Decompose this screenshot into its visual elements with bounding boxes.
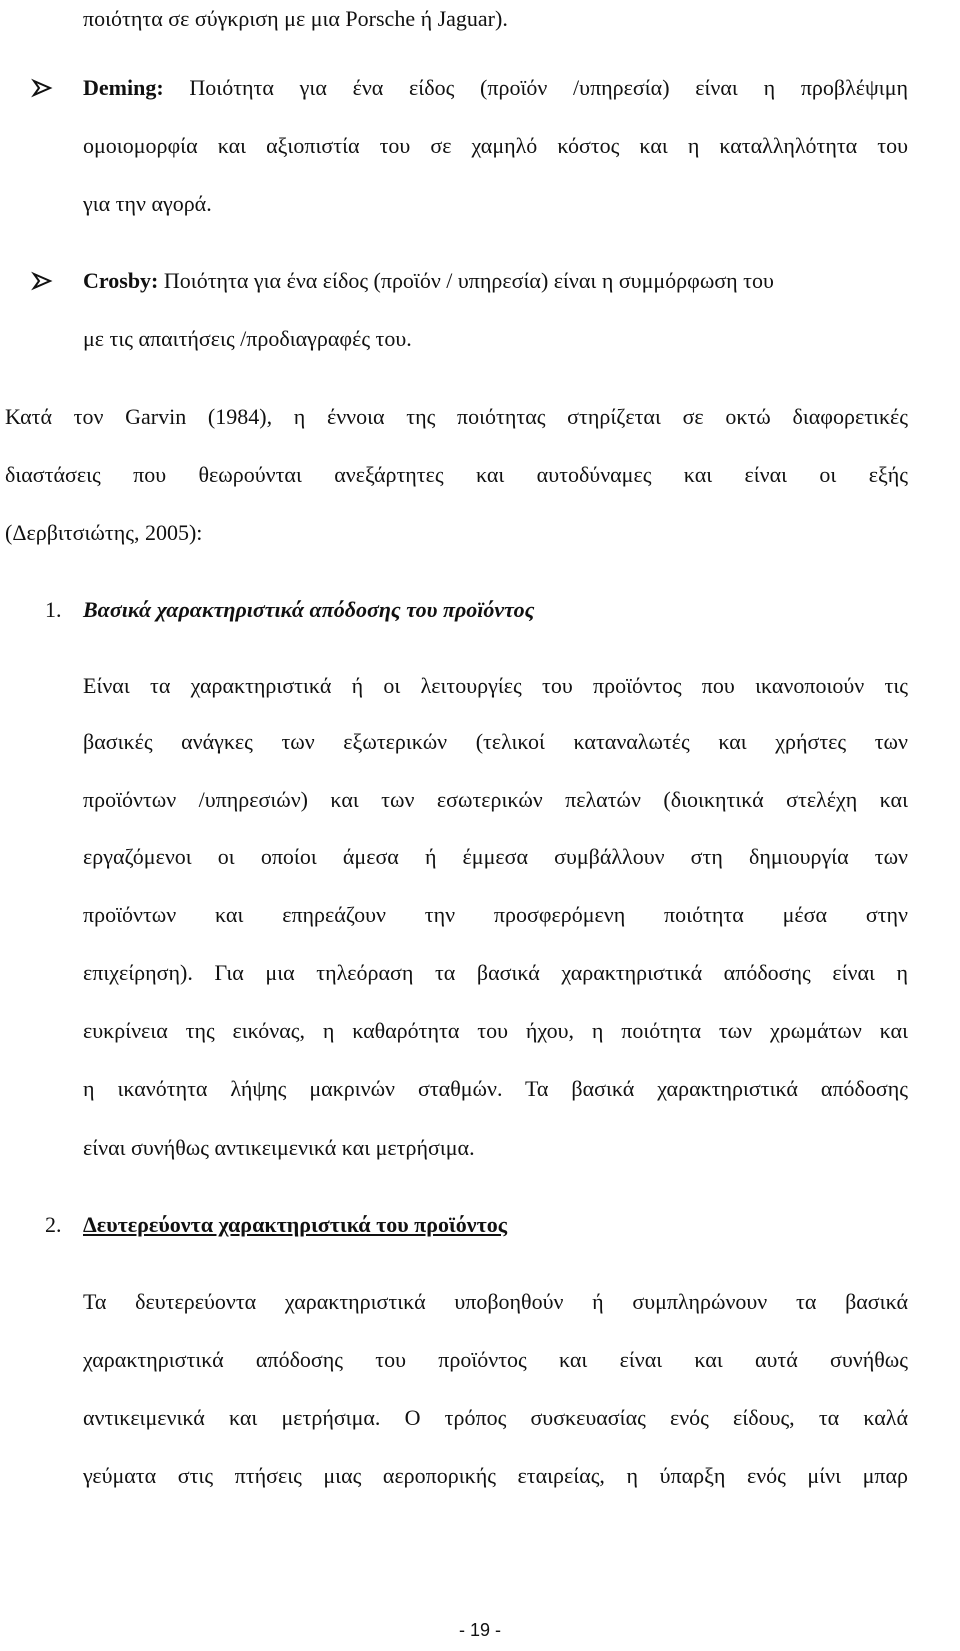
arrowhead-bullet-icon [31,266,55,296]
text-line: ευκρίνεια της εικόνας, η καθαρότητα του ήχου, η ποιότητα των χρωμάτων και [83,1018,908,1043]
text-span: Ποιότητα για ένα είδος (προϊόν / υπηρεσία) είναι η συμμόρφωση του [158,268,774,293]
section-heading: Δευτερεύοντα χαρακτηριστικά του προϊόντος [83,1212,508,1237]
text-line: ποιότητα σε σύγκριση με μια Porsche ή Jaguar). [83,6,508,31]
text-line: χαρακτηριστικά απόδοσης του προϊόντος και είναι και αυτά συνήθως [83,1347,908,1372]
deming-name: Deming: [83,75,164,100]
text-line: είναι συνήθως αντικειμενικά και μετρήσιμα. [83,1135,475,1160]
text-line: ομοιομορφία και αξιοπιστία του σε χαμηλό κόστος και η καταλληλότητα του [83,133,908,158]
text-line: βασικές ανάγκες των εξωτερικών (τελικοί καταναλωτές και χρήστες των [83,729,908,754]
heading-number: 1. [45,597,62,622]
text-line: αντικειμενικά και μετρήσιμα. Ο τρόπος συσκευασίας ενός είδους, τα καλά [83,1405,908,1430]
section-heading: Βασικά χαρακτηριστικά απόδοσης του προϊόντος [83,597,535,622]
text-line: (Δερβιτσιώτης, 2005): [5,520,203,545]
text-line: Κατά τον Garvin (1984), η έννοια της ποιότητας στηρίζεται σε οκτώ διαφορετικές [5,404,908,429]
text-line: προϊόντων και επηρεάζουν την προσφερόμενη ποιότητα μέσα στην [83,902,908,927]
text-line: επιχείρηση). Για μια τηλεόραση τα βασικά χαρακτηριστικά απόδοσης είναι η [83,960,908,985]
text-span: Ποιότητα για ένα είδος (προϊόν /υπηρεσία) είναι η προβλέψιμη [163,75,908,100]
text-line: Τα δευτερεύοντα χαρακτηριστικά υποβοηθούν ή συμπληρώνουν τα βασικά [83,1289,908,1314]
text-line: εργαζόμενοι οι οποίοι άμεσα ή έμμεσα συμβάλλουν στη δημιουργία των [83,844,908,869]
page-number: - 19 - [458,1620,501,1640]
crosby-name: Crosby: [83,268,159,293]
text-line: διαστάσεις που θεωρούνται ανεξάρτητες και αυτοδύναμες και είναι οι εξής [5,462,908,487]
arrowhead-bullet-icon [31,73,55,103]
text-line: γεύματα στις πτήσεις μιας αεροπορικής εταιρείας, η ύπαρξη ενός μίνι μπαρ [83,1463,908,1488]
crosby-line-1 [83,266,774,296]
text-line: με τις απαιτήσεις /προδιαγραφές του. [83,326,412,351]
text-line: για την αγορά. [83,191,212,216]
heading-number: 2. [45,1212,62,1237]
text-line: η ικανότητα λήψης μακρινών σταθμών. Τα βασικά χαρακτηριστικά απόδοσης [83,1076,908,1101]
deming-line-1 [83,73,908,103]
text-line: Είναι τα χαρακτηριστικά ή οι λειτουργίες του προϊόντος που ικανοποιούν τις [83,673,908,698]
text-line: προϊόντων /υπηρεσιών) και των εσωτερικών πελατών (διοικητικά στελέχη και [83,787,908,812]
